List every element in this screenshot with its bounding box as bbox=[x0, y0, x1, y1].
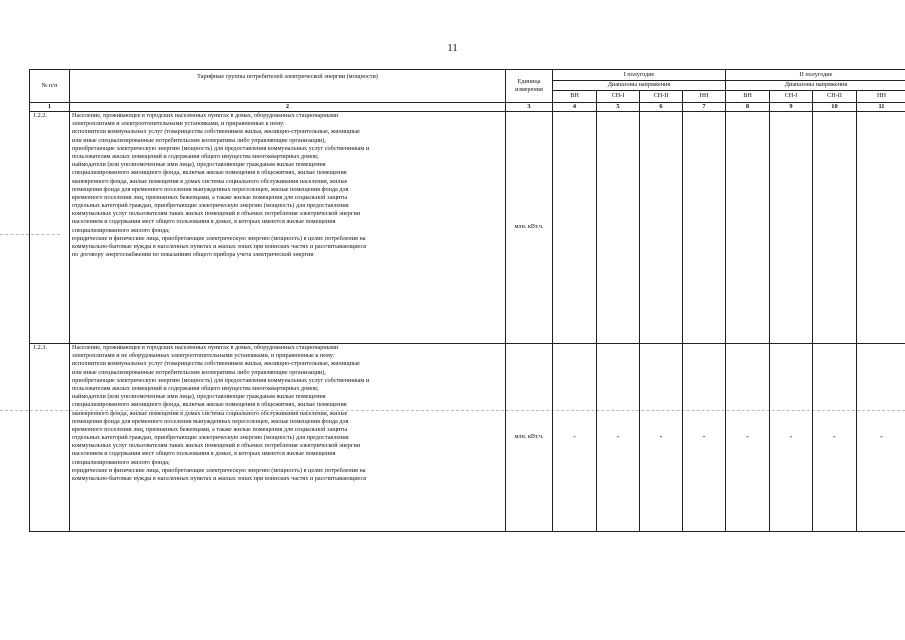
description-line: исполнители коммунальных услуг (товарищества собственников жилья, жилищно-строительные, жилищные bbox=[72, 128, 360, 136]
table-row bbox=[30, 344, 905, 532]
header-group: Тарифные группы потребителей электрической энергии (мощности) bbox=[70, 70, 506, 103]
col-number: 9 bbox=[770, 103, 813, 112]
description-line: исполнители коммунальных услуг (товарищества собственников жилья, жилищно-строительные, жилищные bbox=[72, 360, 360, 368]
row-code: 1.2.3. bbox=[30, 344, 70, 532]
description-line: юридические и физические лица, приобретающие электрическую энергию (мощность) в целях потребления на bbox=[72, 234, 366, 242]
description-line: временного поселения лиц, признанных беженцами, а также жилые помещения для социальной защиты bbox=[72, 193, 348, 201]
description-line: приобретающие электрическую энергию (мощность) для предоставления коммунальных услуг собственникам и bbox=[72, 376, 370, 384]
row-value bbox=[597, 112, 640, 344]
row-value bbox=[770, 112, 813, 344]
description-line: коммунальных услуг пользователям таких жилых помещений в объемах потребления электрической энергии bbox=[72, 210, 361, 218]
row-value bbox=[726, 112, 770, 344]
description-line: коммунально-бытовые нужды в населенных пунктах и жилых зонах при воинских частях и рассчитывающиеся bbox=[72, 475, 367, 482]
description-line: специализированного жилищного фонда, включая жилые помещения в общежитиях, жилые помещения bbox=[72, 401, 347, 409]
col-number: 8 bbox=[726, 103, 770, 112]
description-line: наймодатели (или уполномоченные ими лица), предоставляющие гражданам жилые помещения bbox=[72, 393, 326, 401]
level-sn1: СН-I bbox=[770, 91, 813, 103]
description-line: помещения фонда для временного поселения вынужденных переселенцев, жилые помещения фонда для bbox=[72, 417, 349, 425]
description-line: отдельных категорий граждан, приобретающие электрическую энергию (мощность) для предоставления bbox=[72, 434, 349, 442]
col-number: 2 bbox=[70, 103, 506, 112]
row-value bbox=[640, 112, 683, 344]
description-line: юридические и физические лица, приобретающие электрическую энергию (мощность) в целях потребления на bbox=[72, 466, 366, 474]
header-half1: I полугодие bbox=[553, 70, 726, 81]
header-half2: II полугодие bbox=[726, 70, 905, 81]
col-number: 10 bbox=[813, 103, 857, 112]
col-number: 1 bbox=[30, 103, 70, 112]
description-line: населением и содержания мест общего пользования в домах, в которых имеются жилые помещения bbox=[72, 218, 336, 226]
row-value bbox=[553, 112, 597, 344]
description-line: коммунально-бытовые нужды в населенных пунктах и жилых зонах при воинских частях и рассчитывающиеся bbox=[72, 243, 367, 250]
page-number: 11 bbox=[447, 42, 458, 54]
description-line: приобретающие электрическую энергию (мощность) для предоставления коммунальных услуг собственникам и bbox=[72, 144, 370, 152]
row-value: - bbox=[770, 344, 813, 532]
row-value bbox=[857, 112, 905, 344]
col-number: 5 bbox=[597, 103, 640, 112]
row-value: - bbox=[640, 344, 683, 532]
row-value: - bbox=[813, 344, 857, 532]
description-line: временного поселения лиц, признанных беженцами, а также жилые помещения для социальной защиты bbox=[72, 425, 348, 433]
col-number: 3 bbox=[506, 103, 553, 112]
tariff-table-wrapper bbox=[29, 69, 886, 532]
description-line: пользователям жилых помещений и содержания общего имущества многоквартирных домов; bbox=[72, 152, 319, 160]
row-value: - bbox=[553, 344, 597, 532]
description-line: Население, проживающее в городских населенных пунктах в домах, оборудованных стационарными bbox=[72, 112, 339, 119]
col-number: 4 bbox=[553, 103, 597, 112]
description-line: электроплитами и не оборудованных электроотопительными установками, и приравненные к нему: bbox=[72, 352, 335, 360]
description-line: специализированного жилого фонда; bbox=[72, 226, 170, 234]
header-ranges-1: Диапазоны напряжения bbox=[553, 81, 726, 91]
description-line: или иные специализированные потребительские кооперативы либо управляющие организации), bbox=[72, 136, 326, 144]
description-line: помещения фонда для временного поселения вынужденных переселенцев, жилые помещения фонда для bbox=[72, 185, 349, 193]
description-line: специализированного жилищного фонда, включая жилые помещения в общежитиях, жилые помещения bbox=[72, 169, 347, 177]
table-body bbox=[30, 112, 905, 532]
description-line: маневренного фонда, жилые помещения в домах системы социального обслуживания населения, жилые bbox=[72, 409, 348, 417]
col-number: 7 bbox=[683, 103, 726, 112]
row-value: - bbox=[726, 344, 770, 532]
level-vn: ВН bbox=[726, 91, 770, 103]
col-number: 11 bbox=[857, 103, 905, 112]
col-number: 6 bbox=[640, 103, 683, 112]
row-value: - bbox=[683, 344, 726, 532]
description-line: отдельных категорий граждан, приобретающие электрическую энергию (мощность) для предоставления bbox=[72, 202, 349, 210]
level-nn: НН bbox=[683, 91, 726, 103]
level-sn1: СН-I bbox=[597, 91, 640, 103]
table-row bbox=[30, 112, 905, 344]
description-line: наймодатели (или уполномоченные ими лица), предоставляющие гражданам жилые помещения bbox=[72, 161, 326, 169]
row-value: - bbox=[857, 344, 905, 532]
description-line: электроплитами и электроотопительными установками, и приравненные к нему: bbox=[72, 120, 285, 128]
description-line: Население, проживающее в городских населенных пунктах в домах, оборудованных стационарными bbox=[72, 344, 339, 351]
row-value: - bbox=[597, 344, 640, 532]
header-unit: Единица измерения bbox=[506, 70, 553, 103]
row-value bbox=[813, 112, 857, 344]
description-line: пользователям жилых помещений и содержания общего имущества многоквартирных домов; bbox=[72, 384, 319, 392]
header-ranges-2: Диапазоны напряжения bbox=[726, 81, 905, 91]
row-description bbox=[70, 344, 506, 532]
description-line: специализированного жилого фонда; bbox=[72, 458, 170, 466]
level-sn2: СН-II bbox=[640, 91, 683, 103]
description-line: коммунальных услуг пользователям таких жилых помещений в объемах потребления электрической энергии bbox=[72, 442, 361, 450]
header-no: № п/п bbox=[30, 70, 70, 103]
tariff-table bbox=[29, 69, 905, 532]
level-sn2: СН-II bbox=[813, 91, 857, 103]
row-value bbox=[683, 112, 726, 344]
level-nn: НН bbox=[857, 91, 905, 103]
row-unit: млн. кВт.ч. bbox=[506, 344, 553, 532]
column-number-row bbox=[30, 103, 905, 112]
description-line: маневренного фонда, жилые помещения в домах системы социального обслуживания населения, жилые bbox=[72, 177, 348, 185]
row-code: 1.2.2. bbox=[30, 112, 70, 344]
description-line: или иные специализированные потребительские кооперативы либо управляющие организации), bbox=[72, 368, 326, 376]
row-description bbox=[70, 112, 506, 344]
description-line: по договору энергоснабжения по показаниям общего прибора учета электрической энергии bbox=[72, 251, 314, 259]
level-vn: ВН bbox=[553, 91, 597, 103]
row-unit: млн. кВт.ч. bbox=[506, 112, 553, 344]
description-line: населением и содержания мест общего пользования в домах, в которых имеются жилые помещения bbox=[72, 450, 336, 458]
